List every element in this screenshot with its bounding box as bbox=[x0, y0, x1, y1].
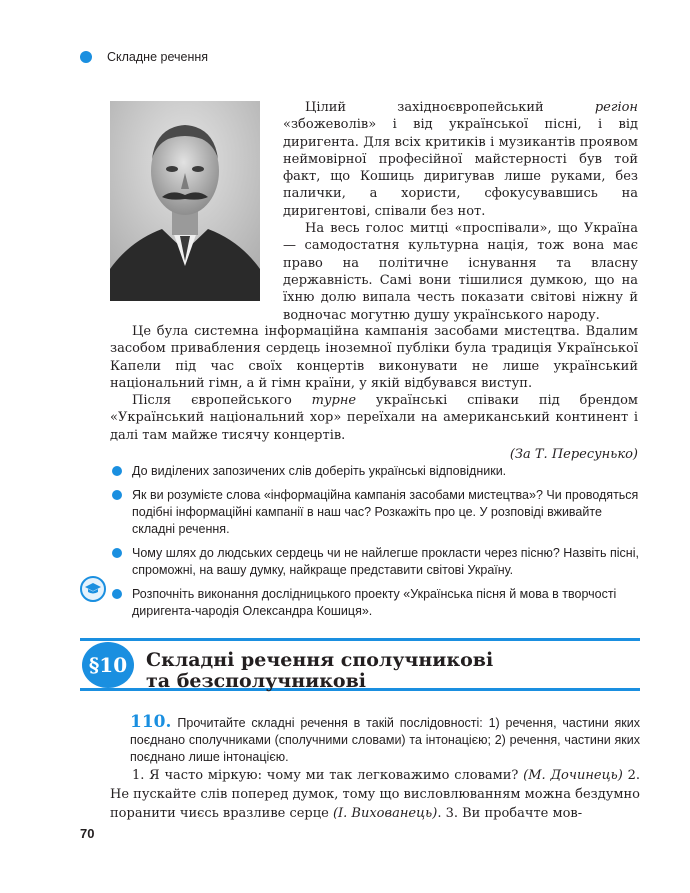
exercise-number: 110. bbox=[130, 712, 172, 732]
bullet-dot-icon bbox=[112, 589, 122, 599]
paragraph: Це була системна інформаційна кампанія засобами мистецтва. Вдалим засобом привабления сердець іноземної публіки була традиція Української Капели під час своїх концертів виконувати не лише український національний гімн, а й гімн країни, у якій відбувався виступ. bbox=[110, 324, 638, 391]
exercise-sentences: 1. Я часто міркую: чому ми так легковажимо словами? (М. Дочинець) 2. Не пускайте слів поперед думок, тому що висловлюванням можна бездумно поранити чиєсь вразливе серце (І. Вихованець). 3. Ви пробачте мов- bbox=[110, 768, 640, 821]
page-number: 70 bbox=[80, 826, 95, 841]
graduation-cap-icon bbox=[80, 576, 106, 602]
bullet-dot-icon bbox=[112, 490, 122, 500]
exercise-instruction bbox=[130, 714, 640, 766]
section-title: Складні речення сполучникові та безсполучникові bbox=[146, 649, 494, 692]
highlighted-word: турне bbox=[311, 393, 357, 409]
highlighted-word: регіон bbox=[594, 100, 638, 115]
article-text-side bbox=[283, 99, 638, 324]
task-item-research: Розпочніть виконання дослідницького проекту «Українська пісня й мова в творчості диригента-чародія Олександра Кошиця». bbox=[110, 586, 640, 620]
paragraph: Після європейського турне українські співаки під брендом «Український національний хор» переїхали на американський континент і далі там майже тисячу концертів. bbox=[110, 393, 639, 443]
portrait-photo bbox=[110, 101, 260, 301]
task-item: До виділених запозичених слів доберіть українські відповідники. bbox=[110, 463, 640, 480]
bullet-dot-icon bbox=[112, 548, 122, 558]
task-item: Чому шлях до людських сердець чи не найлегше прокласти через пісню? Назвіть пісні, спроможні, на вашу думку, найкраще представити світові Україну. bbox=[110, 545, 640, 579]
bullet-dot-icon bbox=[80, 51, 92, 63]
portrait-illustration bbox=[110, 101, 260, 301]
task-list bbox=[110, 463, 640, 627]
section-rule-top bbox=[80, 638, 640, 641]
task-item: Як ви розумієте слова «інформаційна кампанія засобами мистецтва»? Чи проводяться подібні інформаційні кампанії в наш час? Розкажіть про це. У розповіді вживайте складні речення. bbox=[110, 487, 640, 538]
section-number-badge: §10 bbox=[82, 642, 134, 688]
bullet-dot-icon bbox=[112, 466, 122, 476]
author-name: (І. Вихованець) bbox=[332, 806, 438, 821]
paragraph: Цілий західноєвропейський регіон «збожеволів» і від української пісні, і від диригента. Для всіх критиків і музикантів проявом неймовірної професійної майстерності був той факт, що Кошиць диригував лише руками, без палички, а хористи, сфокусувавшись на диригентові, співали без нот. bbox=[283, 100, 638, 219]
author-name: (М. Дочинець) bbox=[523, 768, 623, 783]
source-attribution: (За Т. Пересунько) bbox=[509, 447, 638, 463]
section-header bbox=[80, 632, 640, 694]
running-head bbox=[80, 50, 208, 64]
paragraph: На весь голос митці «проспівали», що Україна — самодостатня культурна нація, тож вона має право на політичне існування та власну державність. Самі вони тішилися думкою, що на їхню долю випала честь показати світові ніжну й водночас могутню душу українського народу. bbox=[283, 221, 638, 323]
exercise-text: Прочитайте складні речення в такій послідовності: 1) речення, частини яких поєднано сполучниками (сполучними словами) та інтонацією; 2) речення, частини яких поєднано лише інтонацією. bbox=[130, 716, 640, 764]
running-head-title: Складне речення bbox=[107, 50, 209, 64]
article-text-full bbox=[110, 323, 638, 463]
